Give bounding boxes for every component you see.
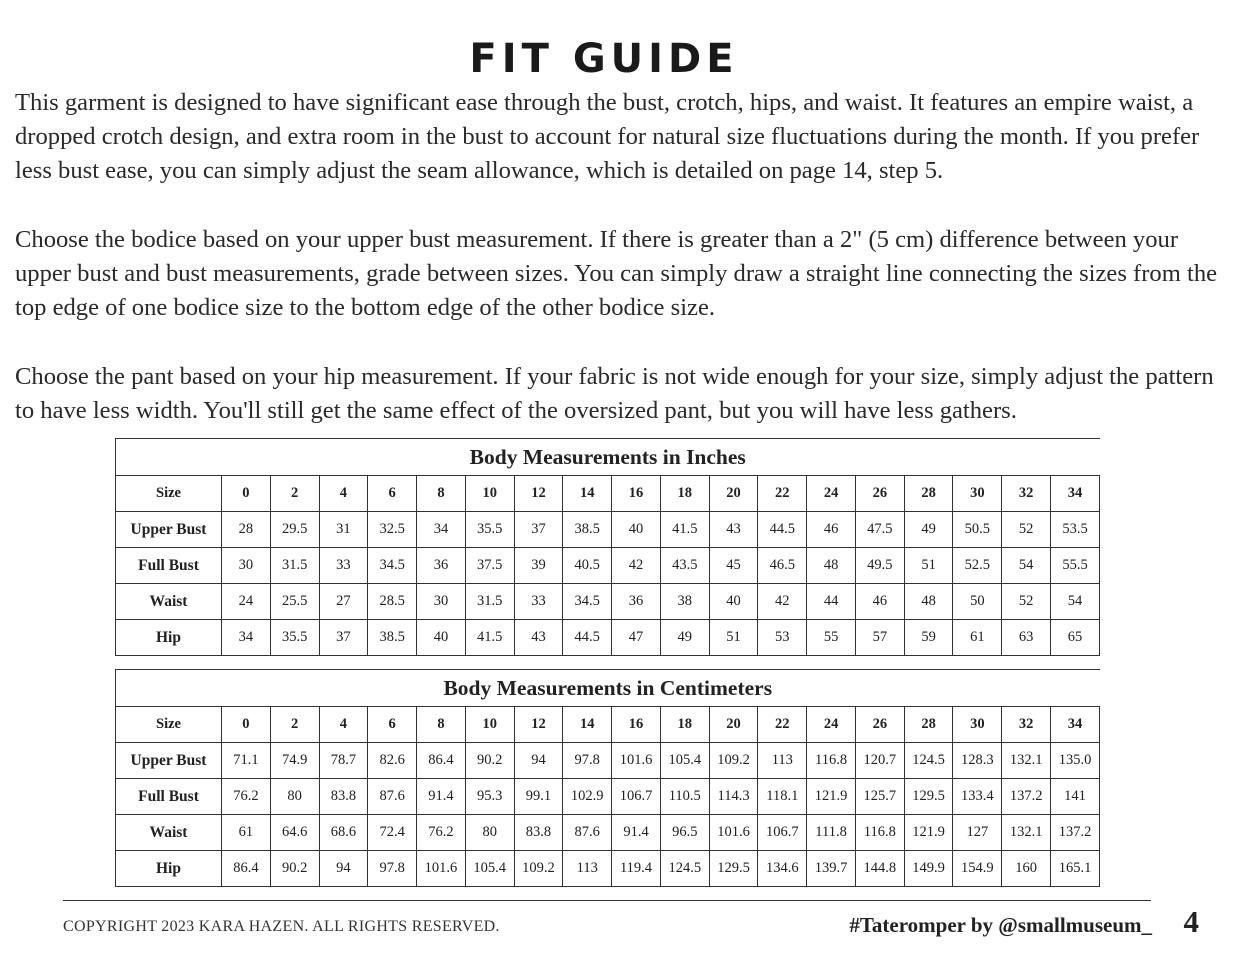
measurement-cell: 65	[1051, 620, 1100, 656]
page-title: FIT GUIDE	[469, 36, 739, 82]
table-caption: Body Measurements in Centimeters	[116, 670, 1100, 707]
measurement-cell: 42	[612, 548, 661, 584]
measurement-cell: 165.1	[1051, 851, 1100, 887]
measurement-cell: 31	[319, 512, 368, 548]
measurement-cell: 35.5	[465, 512, 514, 548]
measurement-cell: 57	[855, 620, 904, 656]
row-label: Waist	[116, 584, 222, 620]
size-cell: 8	[417, 707, 466, 743]
intro-text	[15, 86, 1230, 428]
measurement-cell: 94	[319, 851, 368, 887]
table-row	[116, 512, 1100, 548]
measurement-cell: 64.6	[270, 815, 319, 851]
size-cell: 18	[660, 707, 709, 743]
measurement-cell: 53	[758, 620, 807, 656]
paragraph-pant: Choose the pant based on your hip measurement. If your fabric is not wide enough for your size, simply adjust the pattern to have less width. You'll still get the same effect of the oversized pant, but you will have less gathers.	[15, 362, 1214, 424]
size-cell: 24	[807, 476, 856, 512]
measurement-cell: 61	[953, 620, 1002, 656]
measurement-cell: 44	[807, 584, 856, 620]
measurement-cell: 86.4	[417, 743, 466, 779]
row-label: Upper Bust	[116, 512, 222, 548]
measurement-cell: 29.5	[270, 512, 319, 548]
measurement-cell: 90.2	[465, 743, 514, 779]
measurement-cell: 91.4	[612, 815, 661, 851]
measurement-cell: 72.4	[368, 815, 417, 851]
measurement-cell: 48	[807, 548, 856, 584]
measurement-cell: 36	[612, 584, 661, 620]
measurement-cell: 53.5	[1051, 512, 1100, 548]
measurement-cell: 82.6	[368, 743, 417, 779]
measurement-cell: 129.5	[904, 779, 953, 815]
measurement-cell: 133.4	[953, 779, 1002, 815]
table-row	[116, 851, 1100, 887]
measurement-cell: 55	[807, 620, 856, 656]
measurement-cell: 129.5	[709, 851, 758, 887]
size-cell: 10	[465, 476, 514, 512]
measurement-cell: 44.5	[758, 512, 807, 548]
measurement-cell: 109.2	[514, 851, 563, 887]
row-label: Full Bust	[116, 548, 222, 584]
measurement-cell: 49.5	[855, 548, 904, 584]
measurement-cell: 36	[417, 548, 466, 584]
measurement-cell: 149.9	[904, 851, 953, 887]
footer-divider	[63, 900, 1151, 901]
row-label: Upper Bust	[116, 743, 222, 779]
measurement-cell: 105.4	[660, 743, 709, 779]
size-cell: 28	[904, 707, 953, 743]
measurement-cell: 63	[1002, 620, 1051, 656]
size-cell: 2	[270, 476, 319, 512]
measurement-cell: 40	[612, 512, 661, 548]
measurement-cell: 48	[904, 584, 953, 620]
measurement-cell: 105.4	[465, 851, 514, 887]
measurement-cell: 42	[758, 584, 807, 620]
size-cell: 14	[563, 707, 612, 743]
measurement-cell: 121.9	[807, 779, 856, 815]
measurement-cell: 116.8	[807, 743, 856, 779]
copyright-notice: COPYRIGHT 2023 KARA HAZEN. ALL RIGHTS RESERVED.	[63, 918, 500, 935]
measurement-cell: 34.5	[563, 584, 612, 620]
table-row	[116, 779, 1100, 815]
measurement-cell: 154.9	[953, 851, 1002, 887]
measurement-cell: 111.8	[807, 815, 856, 851]
size-cell: 32	[1002, 707, 1051, 743]
measurement-cell: 25.5	[270, 584, 319, 620]
measurement-cell: 106.7	[612, 779, 661, 815]
measurement-cell: 32.5	[368, 512, 417, 548]
size-cell: 2	[270, 707, 319, 743]
measurement-cell: 27	[319, 584, 368, 620]
row-label: Hip	[116, 851, 222, 887]
table-caption: Body Measurements in Inches	[116, 439, 1100, 476]
measurement-cell: 68.6	[319, 815, 368, 851]
measurement-cell: 59	[904, 620, 953, 656]
size-cell: 26	[855, 476, 904, 512]
measurement-cell: 61	[222, 815, 271, 851]
measurement-cell: 87.6	[368, 779, 417, 815]
measurement-cell: 47.5	[855, 512, 904, 548]
measurement-cell: 97.8	[563, 743, 612, 779]
measurement-cell: 41.5	[465, 620, 514, 656]
measurement-cell: 34.5	[368, 548, 417, 584]
measurement-cell: 50	[953, 584, 1002, 620]
size-cell: 24	[807, 707, 856, 743]
measurement-cell: 39	[514, 548, 563, 584]
measurement-cell: 34	[222, 620, 271, 656]
measurement-cell: 134.6	[758, 851, 807, 887]
size-cell: 16	[612, 707, 661, 743]
size-header: Size	[116, 476, 222, 512]
size-cell: 16	[612, 476, 661, 512]
measurement-cell: 141	[1051, 779, 1100, 815]
measurement-cell: 30	[222, 548, 271, 584]
size-cell: 20	[709, 707, 758, 743]
measurement-cell: 132.1	[1002, 743, 1051, 779]
measurement-cell: 28.5	[368, 584, 417, 620]
measurement-cell: 132.1	[1002, 815, 1051, 851]
measurement-cell: 91.4	[417, 779, 466, 815]
measurement-cell: 33	[319, 548, 368, 584]
size-cell: 4	[319, 476, 368, 512]
measurement-cell: 101.6	[709, 815, 758, 851]
measurement-cell: 95.3	[465, 779, 514, 815]
measurement-cell: 80	[465, 815, 514, 851]
measurement-cell: 50.5	[953, 512, 1002, 548]
measurement-cell: 54	[1051, 584, 1100, 620]
size-cell: 22	[758, 707, 807, 743]
size-header: Size	[116, 707, 222, 743]
measurement-cell: 110.5	[660, 779, 709, 815]
size-cell: 10	[465, 707, 514, 743]
measurement-cell: 106.7	[758, 815, 807, 851]
hashtag-credit: #Tateromper by @smallmuseum_	[849, 913, 1152, 937]
size-cell: 0	[222, 707, 271, 743]
table-row	[116, 743, 1100, 779]
measurement-cell: 139.7	[807, 851, 856, 887]
measurement-cell: 101.6	[612, 743, 661, 779]
table-row	[116, 620, 1100, 656]
measurement-cell: 83.8	[319, 779, 368, 815]
row-label: Waist	[116, 815, 222, 851]
measurement-cell: 51	[904, 548, 953, 584]
size-cell: 6	[368, 707, 417, 743]
measurement-cell: 124.5	[904, 743, 953, 779]
size-cell: 30	[953, 476, 1002, 512]
measurement-cell: 46	[807, 512, 856, 548]
measurement-cell: 118.1	[758, 779, 807, 815]
size-cell: 20	[709, 476, 758, 512]
measurement-cell: 52	[1002, 512, 1051, 548]
size-cell: 12	[514, 476, 563, 512]
size-cell: 0	[222, 476, 271, 512]
measurement-cell: 125.7	[855, 779, 904, 815]
size-cell: 22	[758, 476, 807, 512]
measurement-cell: 113	[563, 851, 612, 887]
measurement-cell: 109.2	[709, 743, 758, 779]
size-cell: 34	[1051, 476, 1100, 512]
size-cell: 4	[319, 707, 368, 743]
size-cell: 14	[563, 476, 612, 512]
size-cell: 18	[660, 476, 709, 512]
size-cell: 32	[1002, 476, 1051, 512]
size-cell: 6	[368, 476, 417, 512]
size-cell: 30	[953, 707, 1002, 743]
measurement-cell: 45	[709, 548, 758, 584]
measurement-cell: 128.3	[953, 743, 1002, 779]
table-row	[116, 584, 1100, 620]
measurement-cell: 46	[855, 584, 904, 620]
measurement-cell: 80	[270, 779, 319, 815]
measurement-cell: 43	[514, 620, 563, 656]
measurement-cell: 38.5	[563, 512, 612, 548]
measurement-cell: 137.2	[1051, 815, 1100, 851]
size-cell: 28	[904, 476, 953, 512]
measurement-cell: 119.4	[612, 851, 661, 887]
measurement-cell: 43	[709, 512, 758, 548]
measurement-cell: 34	[417, 512, 466, 548]
paragraph-bodice: Choose the bodice based on your upper bust measurement. If there is greater than a 2" (5 cm) difference between your upper bust and bust measurements, grade between sizes. You can simply draw a straight line connecting the sizes from the top edge of one bodice size to the bottom edge of the other bodice size.	[15, 225, 1218, 322]
measurement-cell: 144.8	[855, 851, 904, 887]
measurement-cell: 96.5	[660, 815, 709, 851]
measurement-cell: 71.1	[222, 743, 271, 779]
measurement-cell: 44.5	[563, 620, 612, 656]
measurement-cell: 37.5	[465, 548, 514, 584]
measurement-cell: 76.2	[417, 815, 466, 851]
size-cell: 12	[514, 707, 563, 743]
measurement-cell: 31.5	[270, 548, 319, 584]
measurement-cell: 49	[904, 512, 953, 548]
measurement-cell: 38	[660, 584, 709, 620]
size-cell: 8	[417, 476, 466, 512]
measurement-cell: 76.2	[222, 779, 271, 815]
measurement-cell: 31.5	[465, 584, 514, 620]
measurement-cell: 30	[417, 584, 466, 620]
measurement-cell: 99.1	[514, 779, 563, 815]
measurement-cell: 97.8	[368, 851, 417, 887]
measurement-cell: 83.8	[514, 815, 563, 851]
measurement-cell: 87.6	[563, 815, 612, 851]
measurement-cell: 78.7	[319, 743, 368, 779]
measurement-cell: 102.9	[563, 779, 612, 815]
measurement-cell: 41.5	[660, 512, 709, 548]
measurement-cell: 86.4	[222, 851, 271, 887]
measurement-cell: 101.6	[417, 851, 466, 887]
measurement-cell: 114.3	[709, 779, 758, 815]
measurement-cell: 127	[953, 815, 1002, 851]
table-row	[116, 548, 1100, 584]
page-number: 4	[1183, 904, 1199, 939]
measurement-cell: 137.2	[1002, 779, 1051, 815]
table-row	[116, 815, 1100, 851]
measurement-cell: 40	[417, 620, 466, 656]
measurement-cell: 38.5	[368, 620, 417, 656]
measurement-cell: 40	[709, 584, 758, 620]
measurement-cell: 54	[1002, 548, 1051, 584]
measurement-cell: 135.0	[1051, 743, 1100, 779]
measurement-cell: 37	[319, 620, 368, 656]
measurement-cell: 90.2	[270, 851, 319, 887]
measurement-cell: 35.5	[270, 620, 319, 656]
row-label: Hip	[116, 620, 222, 656]
size-cell: 26	[855, 707, 904, 743]
measurement-cell: 113	[758, 743, 807, 779]
measurement-cell: 37	[514, 512, 563, 548]
measurement-cell: 52	[1002, 584, 1051, 620]
measurement-cell: 47	[612, 620, 661, 656]
measurement-cell: 74.9	[270, 743, 319, 779]
measurement-cell: 43.5	[660, 548, 709, 584]
measurement-cell: 46.5	[758, 548, 807, 584]
measurement-cell: 33	[514, 584, 563, 620]
measurement-cell: 116.8	[855, 815, 904, 851]
measurements-table-centimeters	[115, 669, 1100, 887]
measurement-cell: 28	[222, 512, 271, 548]
row-label: Full Bust	[116, 779, 222, 815]
measurement-cell: 49	[660, 620, 709, 656]
measurement-cell: 160	[1002, 851, 1051, 887]
measurement-cell: 124.5	[660, 851, 709, 887]
paragraph-ease: This garment is designed to have significant ease through the bust, crotch, hips, and waist. It features an empire waist, a dropped crotch design, and extra room in the bust to account for natural size fluctuations during the month. If you prefer less bust ease, you can simply adjust the seam allowance, which is detailed on page 14, step 5.	[15, 89, 1200, 185]
measurements-table-inches	[115, 438, 1100, 656]
measurement-cell: 121.9	[904, 815, 953, 851]
measurement-cell: 24	[222, 584, 271, 620]
measurement-cell: 55.5	[1051, 548, 1100, 584]
measurement-cell: 94	[514, 743, 563, 779]
size-cell: 34	[1051, 707, 1100, 743]
measurement-cell: 120.7	[855, 743, 904, 779]
measurement-cell: 52.5	[953, 548, 1002, 584]
measurement-cell: 40.5	[563, 548, 612, 584]
measurement-cell: 51	[709, 620, 758, 656]
